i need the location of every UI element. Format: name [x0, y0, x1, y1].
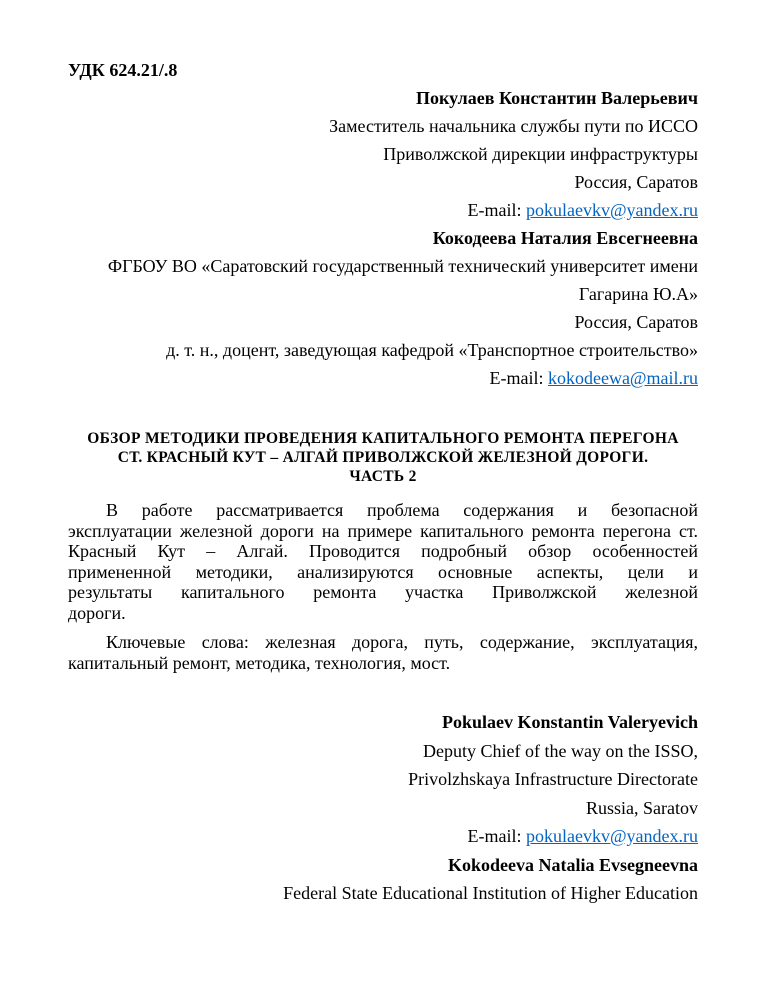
author-ru-2-position: д. т. н., доцент, заведующая кафедрой «Транспортное строительство»	[166, 340, 698, 360]
abstract-line: примененной методики, анализируются основные аспекты, цели и	[68, 561, 698, 582]
keywords-paragraph	[68, 632, 698, 673]
author-ru-2-name: Кокодеева Наталия Евсегнеевна	[432, 228, 698, 248]
email-link-pokulaev-ru[interactable]: pokulaevkv@yandex.ru	[525, 200, 698, 220]
paper-title	[68, 429, 698, 486]
author-ru-1-email-line	[68, 196, 698, 224]
author-ru-2-university: ФГБОУ ВО «Саратовский государственный технический университет имени	[107, 256, 698, 276]
paper-title-line-1: ОБЗОР МЕТОДИКИ ПРОВЕДЕНИЯ КАПИТАЛЬНОГО РЕМОНТА ПЕРЕГОНА	[87, 430, 679, 447]
abstract-line: результаты капитального ремонта участка Приволжской железной	[68, 582, 698, 602]
abstract-line: эксплуатации железной дороги на примере капитального ремонта перегона ст.	[68, 520, 698, 541]
email-link-kokodeewa-ru[interactable]: kokodeewa@mail.ru	[547, 368, 698, 388]
email-label: E-mail:	[489, 368, 548, 388]
author-ru-2-university-cont: Гагарина Ю.А»	[578, 284, 698, 304]
email-label: E-mail:	[467, 826, 526, 846]
keywords-line: Ключевые слова: железная дорога, путь, содержание, эксплуатация,	[106, 632, 698, 652]
author-ru-1-name: Покулаев Константин Валерьевич	[415, 88, 698, 108]
author-en-2-name: Kokodeeva Natalia Evsegneevna	[448, 854, 698, 875]
author-block-en	[68, 708, 698, 908]
abstract-line: В работе рассматривается проблема содержания и безопасной	[106, 500, 698, 520]
author-ru-2-location: Россия, Саратов	[574, 312, 698, 332]
author-ru-1-position: Заместитель начальника службы пути по ИССО	[329, 116, 698, 136]
author-ru-2-email-line	[68, 364, 698, 392]
paper-title-line-2: СТ. КРАСНЫЙ КУТ – АЛГАЙ ПРИВОЛЖСКОЙ ЖЕЛЕЗНОЙ ДОРОГИ.	[117, 449, 649, 466]
header-author-block-ru	[68, 56, 698, 392]
author-en-1-directorate: Privolzhskaya Infrastructure Directorate	[408, 769, 698, 789]
author-en-1-name: Pokulaev Konstantin Valeryevich	[441, 712, 698, 732]
author-en-2-university: Federal State Educational Institution of Higher Education	[283, 883, 698, 903]
abstract-line: Красный Кут – Алгай. Проводится подробный обзор особенностей	[68, 541, 698, 561]
udc-code: УДК 624.21/.8	[68, 60, 178, 80]
keywords-line: капитальный ремонт, методика, технология, мост.	[68, 652, 451, 673]
author-ru-1-directorate: Приволжской дирекции инфраструктуры	[383, 144, 698, 164]
abstract-paragraph	[68, 500, 698, 623]
email-link-pokulaev-en[interactable]: pokulaevkv@yandex.ru	[525, 826, 698, 846]
author-en-1-email-line	[68, 822, 698, 851]
author-en-1-location: Russia, Saratov	[586, 797, 698, 818]
email-label: E-mail:	[467, 200, 526, 220]
abstract-line: дороги.	[68, 602, 126, 623]
author-en-1-position: Deputy Chief of the way on the ISSO,	[423, 740, 698, 761]
paper-title-line-3: ЧАСТЬ 2	[349, 468, 417, 485]
author-ru-1-location: Россия, Саратов	[574, 172, 698, 192]
